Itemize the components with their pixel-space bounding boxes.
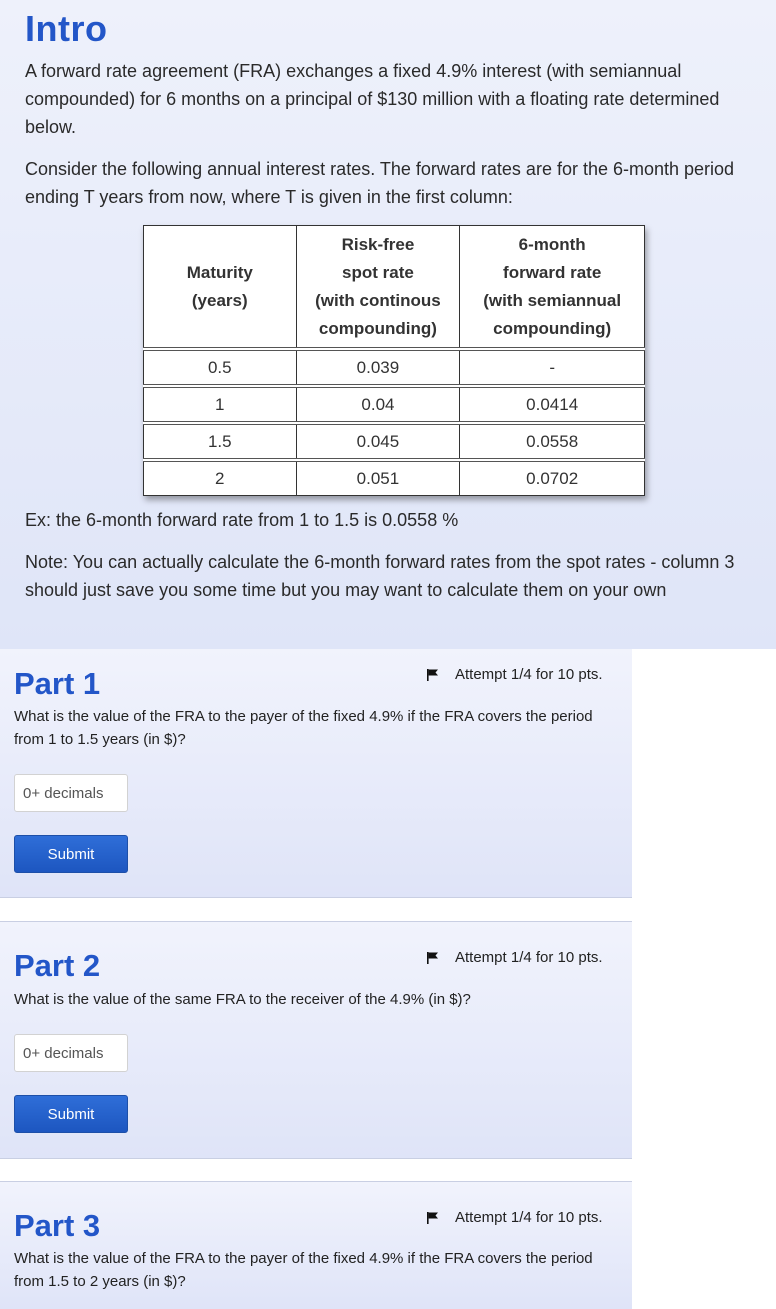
intro-paragraph-rates: Consider the following annual interest rates. The forward rates are for the 6-month period ending T years from now, where T is given in the first column:	[25, 159, 735, 207]
intro-note: Note: You can actually calculate the 6-month forward rates from the spot rates - column 3 should just save you some time but you may want to calculate them on your own	[25, 552, 735, 600]
attempt-text: Attempt 1/4 for 10 pts.	[455, 666, 603, 683]
cell-spot-rate: 0.039	[296, 349, 460, 386]
cell-forward-rate: 0.0558	[460, 423, 645, 460]
part-1-section	[0, 649, 632, 898]
submit-button[interactable]: Submit	[14, 1095, 128, 1133]
submit-button[interactable]: Submit	[14, 835, 128, 873]
attempt-info	[426, 666, 603, 683]
cell-maturity: 2	[144, 460, 297, 496]
intro-example: Ex: the 6-month forward rate from 1 to 1.5 is 0.0558 %	[25, 510, 459, 530]
cell-forward-rate: 0.0414	[460, 386, 645, 423]
cell-spot-rate: 0.051	[296, 460, 460, 496]
cell-spot-rate: 0.04	[296, 386, 460, 423]
attempt-info	[426, 949, 603, 966]
cell-maturity: 1	[144, 386, 297, 423]
header-spot-rate: Risk-free spot rate (with continous compounding)	[296, 226, 460, 350]
question-text: What is the value of the FRA to the payer of the fixed 4.9% if the FRA covers the period from 1 to 1.5 years (in $)?	[14, 708, 593, 748]
flag-icon	[426, 1211, 440, 1225]
table-row	[144, 386, 645, 423]
part-3-section	[0, 1181, 632, 1309]
question-text: What is the value of the FRA to the payer of the fixed 4.9% if the FRA covers the period from 1.5 to 2 years (in $)?	[14, 1250, 593, 1290]
cell-maturity: 0.5	[144, 349, 297, 386]
part-2-section	[0, 921, 632, 1159]
cell-forward-rate: -	[460, 349, 645, 386]
cell-maturity: 1.5	[144, 423, 297, 460]
attempt-text: Attempt 1/4 for 10 pts.	[455, 1209, 603, 1226]
intro-paragraph-fra: A forward rate agreement (FRA) exchanges a fixed 4.9% interest (with semiannual compounded) for 6 months on a principal of $130 million with a floating rate determined below.	[25, 61, 720, 137]
part-title: Part 3	[14, 1208, 101, 1243]
table-row	[144, 349, 645, 386]
part-title: Part 1	[14, 666, 101, 701]
answer-input[interactable]	[14, 1034, 128, 1072]
attempt-text: Attempt 1/4 for 10 pts.	[455, 949, 603, 966]
cell-forward-rate: 0.0702	[460, 460, 645, 496]
flag-icon	[426, 668, 440, 682]
rates-table	[143, 225, 645, 496]
rates-table-header-row	[144, 226, 645, 350]
intro-section	[0, 0, 776, 649]
question-text: What is the value of the same FRA to the receiver of the 4.9% (in $)?	[14, 991, 471, 1008]
flag-icon	[426, 951, 440, 965]
header-forward-rate: 6-month forward rate (with semiannual compounding)	[460, 226, 645, 350]
answer-input[interactable]	[14, 774, 128, 812]
table-row	[144, 460, 645, 496]
part-title: Part 2	[14, 948, 101, 983]
header-maturity: Maturity (years)	[144, 226, 297, 350]
attempt-info	[426, 1209, 603, 1226]
table-row	[144, 423, 645, 460]
cell-spot-rate: 0.045	[296, 423, 460, 460]
intro-title: Intro	[25, 8, 108, 49]
